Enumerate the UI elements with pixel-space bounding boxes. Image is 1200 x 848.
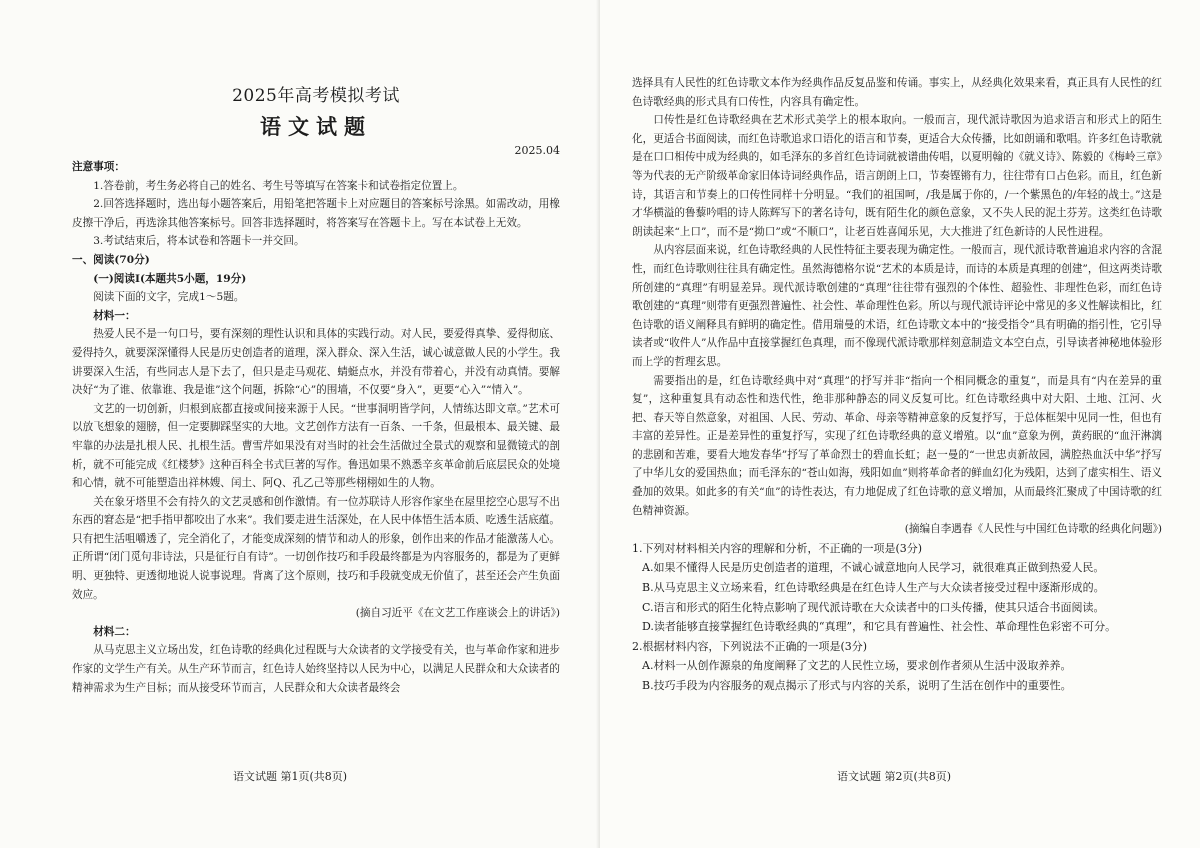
notice-item: 1.答卷前，考生务必将自己的姓名、考生号等填写在答案卡和试卷指定位置上。 xyxy=(93,179,464,192)
question-1-option: B.从马克思主义立场来看，红色诗歌经典是在红色诗人生产与大众读者接受过程中逐渐形成的。 xyxy=(642,581,1105,595)
question-1-stem: 1.下列对材料相关内容的理解和分析，不正确的一项是(3分) xyxy=(632,541,923,555)
page-1-footer: 语文试题 第1页(共8页) xyxy=(232,770,348,783)
material-2-paragraph: 从马克思主义立场出发，红色诗歌的经典化过程既与大众读者的文学接受有关，也与革命作家和进步作家的文学生产有关。从生产环节而言，红色诗人始终坚持以人民为中心，以满足人民群众和大众读者的精神需求为生产目标；而从接受环节而言，人民群众和大众读者最终会 xyxy=(72,644,560,694)
subsection-heading: (一)阅读Ⅰ(本题共5小题，19分) xyxy=(93,272,247,285)
material-1-paragraph: 文艺的一切创新，归根到底都直接或间接来源于人民。“世事洞明皆学问，人情练达即文章。”艺术可以放飞想象的翅膀，但一定要脚踩坚实的大地。文艺创作方法有一百条、一千条，但最根本、最关键、最牢靠的办法是扎根人民、扎根生活。曹雪芹如果没有对当时的社会生活做过全景式的观察和显微镜式的剖析，就不可能完成《红楼梦》这种百科全书式巨著的写作。鲁迅如果不熟悉辛亥革命前后底层民众的处境和心情，就不可能塑造出祥林嫂、闰土、阿Q、孔乙己等那些栩栩如生的人物。 xyxy=(72,402,560,490)
page-2-footer: 语文试题 第2页(共8页) xyxy=(836,770,952,783)
material-2-paragraph: 口传性是红色诗歌经典在艺术形式美学上的根本取向。一般而言，现代派诗歌因为追求语言和形式上的陌生化，更适合书面阅读，而红色诗歌追求口语化的语言和节奏，更适合大众传播，比如朗诵和歌唱。许多红色诗歌就是在口口相传中成为经典的，如毛泽东的多首红色诗词就被谱曲传唱，以夏明翰的《就义诗》、陈毅的《梅岭三章》等为代表的无产阶级革命家旧体诗词经典作品，语言朗朗上口，节奏铿锵有力，往往带有口占色彩。而且，红色新诗，其语言和节奏上的口传性同样十分明显。“我们的祖国呵，/我是属于你的，/一个紫黑色的/年轻的战士。”这是才华横溢的鲁藜吟唱的诗人陈辉写下的著名诗句，既有陌生化的颜色意象，又不失人民的泥土芬芳。这类红色诗歌朗读起来“上口”，而不是“拗口”或“不顺口”，让老百姓喜闻乐见，大大推进了红色新诗的人民性进程。 xyxy=(632,114,1162,238)
question-1-option: C.语言和形式的陌生化特点影响了现代派诗歌在大众读者中的口头传播，使其只适合书面阅读。 xyxy=(642,600,1105,614)
notice-heading: 注意事项： xyxy=(72,161,125,173)
question-1-option: D.读者能够直接掌握红色诗歌经典的“真理”，和它具有普遍性、社会性、革命理性色彩密不可分。 xyxy=(642,620,1117,634)
page-2-content xyxy=(632,74,1162,696)
material-2-paragraph: 从内容层面来说，红色诗歌经典的人民性特征主要表现为确定性。一般而言，现代派诗歌普遍追求内容的含混性，而红色诗歌则往往具有确定性。虽然海德格尔说“艺术的本质是诗，而诗的本质是真理的创建”，但这两类诗歌所创建的“真理”有明显差异。现代派诗歌创建的“真理”往往带有强烈的个体性、超验性、非理性色彩，而红色诗歌创建的“真理”则带有更强烈普遍性、社会性、革命理性色彩。所以与现代派诗评论中常见的多义性解读相比，红色诗歌的语义阐释具有鲜明的确定性。借用瑞曼的术语，红色诗歌文本中的“接受指令”具有明确的指引性，它引导读者或“收件人”从作品中直接掌握红色真理，而不像现代派诗歌那样刻意制造文本空白点，引导读者神秘地体验形而上学的哲理玄思。 xyxy=(632,244,1162,368)
question-2-option: A.材料一从创作源泉的角度阐释了文艺的人民性立场，要求创作者须从生活中汲取养养。 xyxy=(642,659,1072,673)
page-1-content xyxy=(72,84,560,697)
reading-instruction: 阅读下面的文字，完成1～5题。 xyxy=(93,291,245,304)
question-1-option: A.如果不懂得人民是历史创造者的道理，不诚心诚意地向人民学习，就很难真正做到热爱人民。 xyxy=(642,561,1105,575)
material-1-source: (摘自习近平《在文艺工作座谈会上的讲话》) xyxy=(355,607,560,620)
material-1-paragraph: 热爱人民不是一句口号，要有深刻的理性认识和具体的实践行动。对人民，要爱得真挚、爱得彻底、爱得持久，就要深深懂得人民是历史创造者的道理，深入群众、深入生活，诚心诚意做人民的小学生。我讲要深入生活，有些同志人是下去了，但只是走马观花、蜻蜓点水，并没有带着心，并没有动真情。要解决好“为了谁、依靠谁、我是谁”这个问题，拆除“心”的围墙，不仅要“身入”，更要“心入”“情入”。 xyxy=(72,328,560,397)
notice-item: 3.考试结束后，将本试卷和答题卡一并交回。 xyxy=(93,235,305,248)
material-1-heading: 材料一： xyxy=(93,309,136,322)
notice-item: 2.回答选择题时，选出每小题答案后，用铅笔把答题卡上对应题目的答案标号涂黑。如需改动，用橡皮擦干净后，再选涂其他答案标号。回答非选择题时，将答案写在答题卡上。写在本试卷上无效。 xyxy=(72,198,560,229)
question-2-stem: 2.根据材料内容，下列说法不正确的一项是(3分) xyxy=(632,639,868,653)
material-2-heading: 材料二： xyxy=(93,625,136,638)
subject-title: 语文试题 xyxy=(260,114,372,139)
material-2-source: (摘编自李遇春《人民性与中国红色诗歌的经典化问题》) xyxy=(904,523,1162,536)
exam-date: 2025.04 xyxy=(514,144,560,157)
page-2 xyxy=(600,0,1200,848)
material-1-paragraph: 关在象牙塔里不会有持久的文艺灵感和创作激情。有一位苏联诗人形容作家坐在屋里挖空心思写不出东西的窘态是“把手指甲都咬出了水来”。我们要走进生活深处，在人民中体悟生活本质、吃透生活底蕴。只有把生活咀嚼透了，完全消化了，才能变成深刻的情节和动人的形象，创作出来的作品才能激荡人心。正所谓“闭门觅句非诗法，只是征行自有诗”。一切创作技巧和手段最终都是为内容服务的，都是为了更鲜明、更独特、更透彻地说人说事说理。背离了这个原则，技巧和手段就变成无价值了，甚至还会产生负面效应。 xyxy=(72,495,560,601)
exam-title: 2025年高考模拟考试 xyxy=(232,86,400,106)
question-2-option: B.技巧手段为内容服务的观点揭示了形式与内容的关系，说明了生活在创作中的重要性。 xyxy=(642,679,1072,692)
material-2-paragraph: 选择具有人民性的红色诗歌文本作为经典作品反复品鉴和传诵。事实上，从经典化效果来看，真正具有人民性的红色诗歌经典的形式具有口传性，内容具有确定性。 xyxy=(632,77,1162,108)
section-heading: 一、阅读(70分) xyxy=(72,253,150,266)
material-2-paragraph: 需要指出的是，红色诗歌经典中对“真理”的抒写并非“指向一个相同概念的重复”，而是具有“内在差异的重复”，这种重复具有动态性和迭代性，绝非那种静态的同义反复可比。红色诗歌经典中对大阳、土地、江河、火把、春天等自然意象，对祖国、人民、劳动、革命、母亲等精神意象的反复抒写，于总体框架中见同一性，但也有丰富的差异性。正是差异性的重复抒写，实现了红色诗歌经典的意义增殖。以“血”意象为例，黄药眠的“血汗淋漓的悲剧和苦难，要看大地发春华”抒写了革命烈士的碧血长虹；赵一曼的“一世忠贞新故园，满腔热血沃中华”抒写了中华儿女的爱国热血；而毛泽东的“苍山如海，残阳如血”则将革命者的鲜血幻化为残阳，达到了虚实相生、语义叠加的效果。如此多的有关“血”的诗性表达，有力地促成了红色诗歌的意义增加，从而最终汇聚成了中国诗歌的红色精神资源。 xyxy=(632,374,1162,517)
